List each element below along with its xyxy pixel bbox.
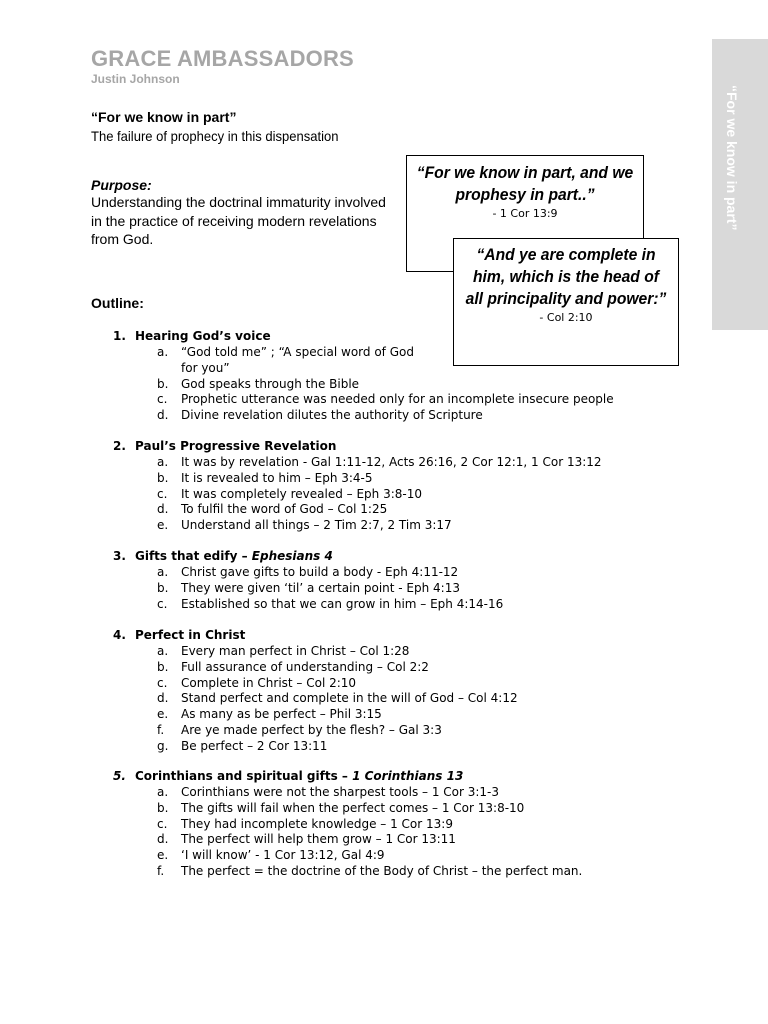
section-title: Gifts that edify – — [135, 549, 252, 563]
item-letter: f. — [157, 863, 165, 878]
item-letter: b. — [157, 580, 169, 595]
section-title: Corinthians and spiritual gifts – — [135, 769, 353, 783]
item-letter: a. — [157, 345, 169, 359]
item-text: Divine revelation dilutes the authority of Scripture — [181, 408, 483, 422]
quote-reference: - 1 Cor 13:9 — [492, 207, 558, 220]
list-item — [157, 691, 518, 705]
list-item — [157, 518, 452, 532]
list-item — [157, 676, 356, 690]
list-item — [157, 660, 429, 674]
list-item — [157, 801, 524, 815]
item-text: It was by revelation - Gal 1:11-12, Acts 26:16, 2 Cor 12:1, 1 Cor 13:12 — [181, 455, 602, 469]
item-text: As many as be perfect – Phil 3:15 — [181, 707, 382, 721]
item-text: Full assurance of understanding – Col 2:2 — [181, 659, 429, 674]
list-item — [157, 832, 456, 846]
item-text: Every man perfect in Christ – Col 1:28 — [181, 644, 410, 658]
list-item — [157, 377, 359, 391]
list-item — [157, 817, 453, 831]
section-title: Paul’s Progressive Revelation — [135, 439, 337, 453]
quote-text: “And ye are complete in him, which is the head of all principality and power:” — [465, 245, 667, 308]
item-letter: a. — [157, 644, 169, 658]
item-letter: c. — [157, 816, 168, 831]
item-letter: e. — [157, 707, 169, 721]
item-text: They had incomplete knowledge – 1 Cor 13:9 — [181, 816, 453, 831]
item-letter: g. — [157, 738, 169, 753]
item-text: “God told me” ; “A special word of God — [181, 345, 414, 359]
section-heading — [113, 549, 333, 563]
purpose-text: Understanding the doctrinal immaturity involved in the practice of receiving modern revelations from God. — [91, 194, 386, 247]
quote-text: “For we know in part, and we prophesy in part..” — [416, 163, 634, 204]
item-letter: d. — [157, 408, 169, 422]
org-title: GRACE AMBASSADORS — [91, 46, 354, 71]
section-title: Hearing God’s voice — [135, 329, 271, 343]
lesson-subtitle: The failure of prophecy in this dispensation — [91, 128, 339, 144]
list-item — [157, 487, 422, 501]
section-title: Perfect in Christ — [135, 628, 246, 642]
item-text: The gifts will fail when the perfect comes – 1 Cor 13:8-10 — [181, 800, 525, 815]
item-text: Prophetic utterance was needed only for an incomplete insecure people — [181, 392, 614, 407]
item-text: Understand all things – 2 Tim 2:7, 2 Tim 3:17 — [181, 518, 452, 532]
item-letter: b. — [157, 470, 169, 485]
item-letter: a. — [157, 565, 169, 579]
item-letter: e. — [157, 848, 169, 862]
section-heading — [113, 628, 245, 642]
item-text: The perfect will help them grow – 1 Cor 13:11 — [181, 832, 456, 847]
item-letter: c. — [157, 596, 168, 611]
list-item-continuation: for you” — [181, 360, 230, 375]
item-text: It is revealed to him – Eph 3:4-5 — [181, 470, 373, 485]
item-text: Established so that we can grow in him – Eph 4:14-16 — [181, 596, 504, 611]
list-item — [157, 864, 582, 878]
item-text: God speaks through the Bible — [181, 376, 360, 391]
item-letter: d. — [157, 832, 169, 847]
item-text: Complete in Christ – Col 2:10 — [181, 675, 357, 690]
section-emphasis: Ephesians 4 — [251, 549, 333, 563]
section-emphasis: 1 Corinthians 13 — [352, 769, 464, 783]
author-name: Justin Johnson — [91, 72, 180, 86]
list-item — [157, 597, 503, 611]
quote-reference: - Col 2:10 — [539, 311, 593, 324]
item-text: To fulfil the word of God – Col 1:25 — [181, 502, 388, 517]
item-letter: c. — [157, 392, 168, 407]
item-letter: a. — [157, 455, 169, 469]
item-letter: b. — [157, 659, 169, 674]
section-number: 5. — [113, 769, 126, 783]
outline-label: Outline: — [91, 295, 144, 311]
item-text: Are ye made perfect by the flesh? – Gal 3:3 — [181, 722, 442, 737]
section-number: 2. — [113, 439, 126, 453]
item-text: The perfect = the doctrine of the Body of Christ – the perfect man. — [181, 863, 583, 878]
section-heading — [113, 769, 463, 783]
list-item — [157, 455, 602, 469]
list-item — [157, 502, 387, 516]
lesson-title: “For we know in part” — [91, 109, 237, 125]
quote-box-2 — [453, 238, 679, 366]
list-item — [157, 707, 382, 721]
item-letter: b. — [157, 800, 169, 815]
list-item — [157, 785, 499, 799]
list-item — [157, 848, 385, 862]
list-item — [157, 565, 458, 579]
list-item — [157, 723, 442, 737]
purpose-label: Purpose: — [91, 177, 152, 193]
item-text: Be perfect – 2 Cor 13:11 — [181, 738, 328, 753]
item-letter: c. — [157, 486, 168, 501]
section-number: 1. — [113, 329, 126, 343]
sidebar-tab — [712, 39, 768, 330]
sidebar-title: “For we know in part” — [724, 85, 740, 231]
item-letter: a. — [157, 785, 169, 799]
item-letter: f. — [157, 722, 165, 737]
list-item — [157, 739, 327, 753]
section-heading — [113, 329, 271, 343]
item-text: Corinthians were not the sharpest tools – 1 Cor 3:1-3 — [181, 785, 500, 799]
item-text: Stand perfect and complete in the will of God – Col 4:12 — [181, 691, 518, 706]
item-letter: d. — [157, 691, 169, 706]
item-letter: c. — [157, 675, 168, 690]
section-number: 3. — [113, 549, 126, 563]
item-text: ‘I will know’ - 1 Cor 13:12, Gal 4:9 — [181, 848, 385, 862]
item-letter: e. — [157, 518, 169, 532]
item-text: It was completely revealed – Eph 3:8-10 — [181, 486, 422, 501]
item-text: Christ gave gifts to build a body - Eph 4:11-12 — [181, 565, 459, 579]
list-item — [157, 644, 409, 658]
list-item — [157, 471, 373, 485]
list-item — [157, 345, 414, 359]
list-item — [157, 392, 614, 406]
list-item — [157, 581, 460, 595]
section-heading — [113, 439, 336, 453]
item-text: They were given ‘til’ a certain point - Eph 4:13 — [181, 580, 460, 595]
list-item — [157, 408, 483, 422]
item-letter: b. — [157, 376, 169, 391]
item-letter: d. — [157, 502, 169, 517]
section-number: 4. — [113, 628, 126, 642]
